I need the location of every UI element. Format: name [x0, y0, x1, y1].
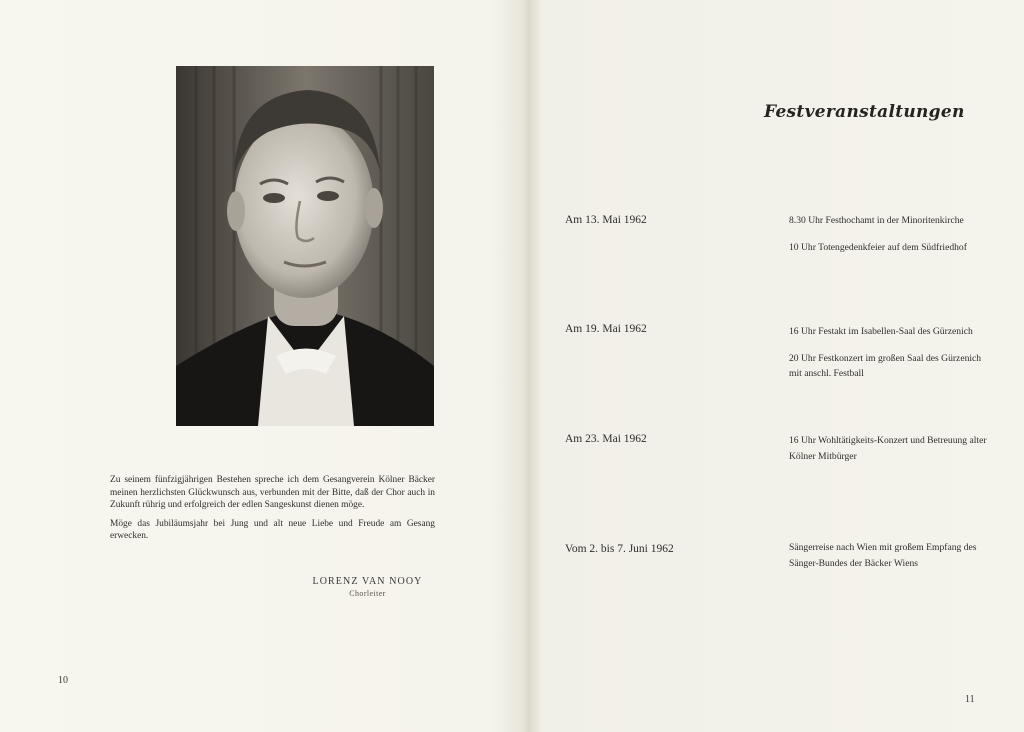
- event-date-3: Am 23. Mai 1962: [565, 433, 647, 445]
- event-item: 16 Uhr Festakt im Isabellen-Saal des Gürzenich: [789, 326, 973, 337]
- event-items-4: [789, 540, 989, 582]
- event-date-2: Am 19. Mai 1962: [565, 323, 647, 335]
- event-item: 8.30 Uhr Festhochamt in der Minoritenkirche: [789, 215, 964, 226]
- message-paragraph-1: Zu seinem fünfzigjährigen Bestehen spreche ich dem Gesangverein Kölner Bäcker meinen herzlichsten Glückwunsch aus, verbunden mit der Bitte, daß der Chor auch in Zukunft rührig und erfolgreich der edlen Sangeskunst dienen möge.: [110, 475, 435, 511]
- signature-name: LORENZ VAN NOOY: [312, 576, 423, 587]
- congratulation-message: [110, 474, 435, 549]
- event-item: 10 Uhr Totengedenkfeier auf dem Südfriedhof: [789, 241, 967, 253]
- page-number-right: 11: [965, 694, 975, 705]
- portrait-photo: [176, 66, 434, 426]
- event-items-3: [789, 433, 989, 475]
- portrait-illustration: [176, 66, 434, 426]
- event-date-1: Am 13. Mai 1962: [565, 214, 647, 226]
- page-heading: Festveranstaltungen: [764, 102, 965, 122]
- event-items-1: [789, 213, 989, 266]
- page-number-left: 10: [58, 675, 68, 686]
- event-item: Sängerreise nach Wien mit großem Empfang des Sänger-Bundes der Bäcker Wiens: [789, 542, 977, 569]
- event-date-4: Vom 2. bis 7. Juni 1962: [565, 543, 674, 555]
- event-item: 20 Uhr Festkonzert im großen Saal des Gürzenich mit anschl. Festball: [789, 352, 982, 379]
- message-paragraph-2: Möge das Jubiläumsjahr bei Jung und alt neue Liebe und Freude am Gesang erwecken.: [110, 518, 435, 542]
- event-item: 16 Uhr Wohltätigkeits-Konzert und Betreuung alter Kölner Mitbürger: [789, 435, 987, 462]
- event-items-2: [789, 324, 989, 393]
- right-page: [527, 0, 1024, 732]
- signature-role: Chorleiter: [349, 589, 386, 598]
- signature-block: [300, 576, 435, 598]
